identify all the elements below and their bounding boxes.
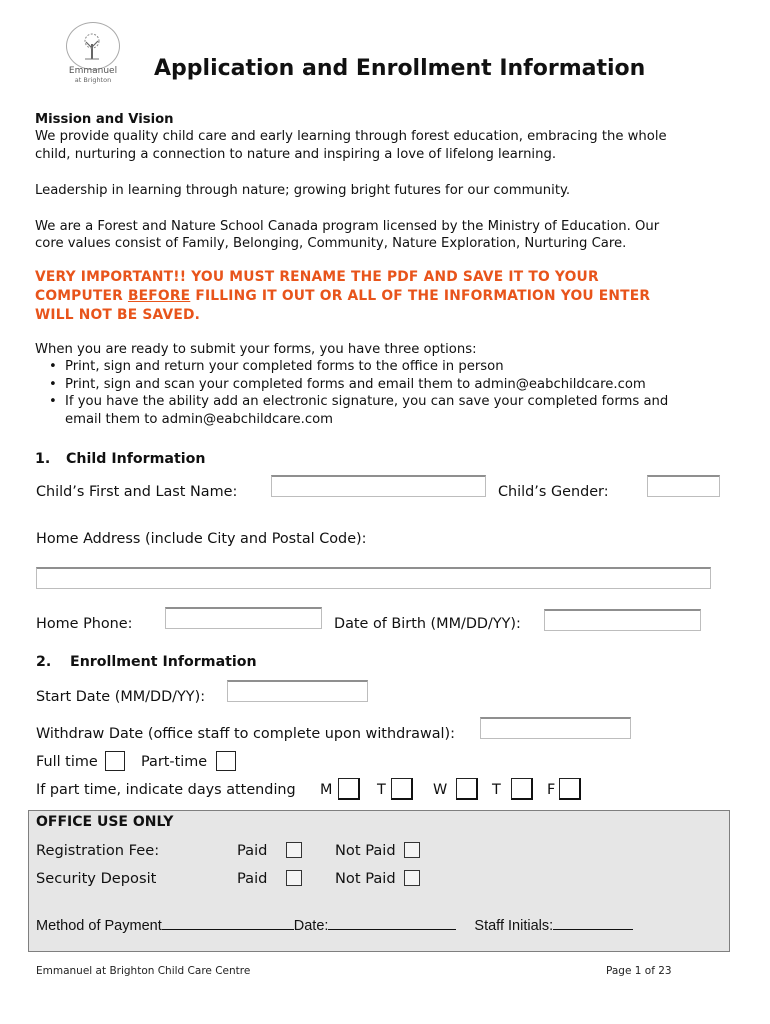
registration-not-paid-checkbox[interactable] — [404, 842, 420, 858]
submit-option-continued: email them to admin@eabchildcare.com — [65, 411, 333, 427]
submit-intro: When you are ready to submit your forms, you have three options: — [35, 342, 477, 357]
days-attending-label: If part time, indicate days attending — [36, 782, 296, 798]
tree-logo-icon — [80, 32, 104, 60]
registration-paid-label: Paid — [237, 842, 268, 859]
home-address-field[interactable] — [36, 567, 711, 589]
registration-paid-checkbox[interactable] — [286, 842, 302, 858]
footer-page-number: Page 1 of 23 — [606, 965, 672, 977]
warning-before-emphasis: BEFORE — [127, 288, 191, 304]
submit-option: • Print, sign and scan your completed forms and email them to admin@eabchildcare.com — [65, 376, 735, 394]
child-name-label: Child’s First and Last Name: — [36, 484, 238, 500]
section-2-number: 2. — [36, 654, 52, 670]
day-label-friday: F — [547, 782, 556, 798]
security-paid-checkbox[interactable] — [286, 870, 302, 886]
vision-statement: Leadership in learning through nature; growing bright futures for our community. — [35, 183, 571, 198]
section-2-heading: Enrollment Information — [70, 654, 257, 670]
day-checkbox-wednesday[interactable] — [456, 778, 478, 800]
home-address-label: Home Address (include City and Postal Code): — [36, 531, 367, 547]
footer-centre-name: Emmanuel at Brighton Child Care Centre — [36, 965, 251, 977]
mission-paragraph-1-line-2: child, nurturing a connection to nature and inspiring a love of lifelong learning. — [35, 147, 557, 162]
day-label-thursday: T — [492, 782, 501, 798]
registration-not-paid-label: Not Paid — [335, 842, 396, 859]
section-1-heading: Child Information — [66, 451, 206, 467]
payment-date-label: Date: — [293, 918, 329, 934]
brand-logo — [60, 22, 126, 92]
security-not-paid-label: Not Paid — [335, 870, 396, 887]
logo-subname: at Brighton — [74, 76, 112, 84]
withdraw-date-field[interactable] — [480, 717, 631, 739]
full-time-label: Full time — [36, 754, 98, 770]
office-use-heading: OFFICE USE ONLY — [36, 814, 174, 830]
day-checkbox-friday[interactable] — [559, 778, 581, 800]
section-1-number: 1. — [35, 451, 51, 467]
method-of-payment-label: Method of Payment — [36, 918, 162, 934]
logo-name: Emmanuel — [68, 66, 118, 76]
child-gender-label: Child’s Gender: — [498, 484, 609, 500]
home-phone-label: Home Phone: — [36, 616, 133, 632]
security-deposit-label: Security Deposit — [36, 870, 157, 887]
day-label-monday: M — [320, 782, 333, 798]
start-date-field[interactable] — [227, 680, 368, 702]
values-paragraph-line-1: We are a Forest and Nature School Canada program licensed by the Ministry of Education. Our — [35, 219, 660, 234]
withdraw-date-label: Withdraw Date (office staff to complete upon withdrawal): — [36, 726, 455, 742]
method-of-payment-blank[interactable] — [162, 916, 294, 930]
payment-line — [36, 916, 633, 934]
day-label-tuesday: T — [377, 782, 386, 798]
submit-options-list — [35, 358, 735, 428]
security-not-paid-checkbox[interactable] — [404, 870, 420, 886]
full-time-checkbox[interactable] — [105, 751, 125, 771]
security-paid-label: Paid — [237, 870, 268, 887]
day-checkbox-monday[interactable] — [338, 778, 360, 800]
child-gender-field[interactable] — [647, 475, 720, 497]
part-time-label: Part-time — [141, 754, 208, 770]
mission-heading: Mission and Vision — [35, 112, 174, 127]
dob-field[interactable] — [544, 609, 701, 631]
payment-date-blank[interactable] — [328, 916, 456, 930]
submit-option: • Print, sign and return your completed forms to the office in person — [65, 358, 735, 376]
child-name-field[interactable] — [271, 475, 486, 497]
values-paragraph-line-2: core values consist of Family, Belonging, Community, Nature Exploration, Nurturing Care. — [35, 236, 627, 251]
staff-initials-blank[interactable] — [553, 916, 633, 930]
dob-label: Date of Birth (MM/DD/YY): — [334, 616, 521, 632]
start-date-label: Start Date (MM/DD/YY): — [36, 689, 206, 705]
part-time-checkbox[interactable] — [216, 751, 236, 771]
day-checkbox-thursday[interactable] — [511, 778, 533, 800]
day-label-wednesday: W — [433, 782, 448, 798]
office-use-panel — [28, 810, 730, 952]
rename-warning: VERY IMPORTANT!! YOU MUST RENAME THE PDF AND SAVE IT TO YOUR COMPUTER BEFORE FILLING IT OUT OR ALL OF THE INFORMATION YOU ENTER WILL NOT BE SAVED. — [35, 269, 651, 323]
page-title: Application and Enrollment Information — [154, 56, 646, 81]
registration-fee-label: Registration Fee: — [36, 842, 160, 859]
submit-option: • If you have the ability add an electronic signature, you can save your completed forms and — [65, 393, 735, 411]
day-checkbox-tuesday[interactable] — [391, 778, 413, 800]
home-phone-field[interactable] — [165, 607, 322, 629]
mission-paragraph-1-line-1: We provide quality child care and early learning through forest education, embracing the whole — [35, 129, 667, 144]
staff-initials-label: Staff Initials: — [474, 918, 554, 934]
